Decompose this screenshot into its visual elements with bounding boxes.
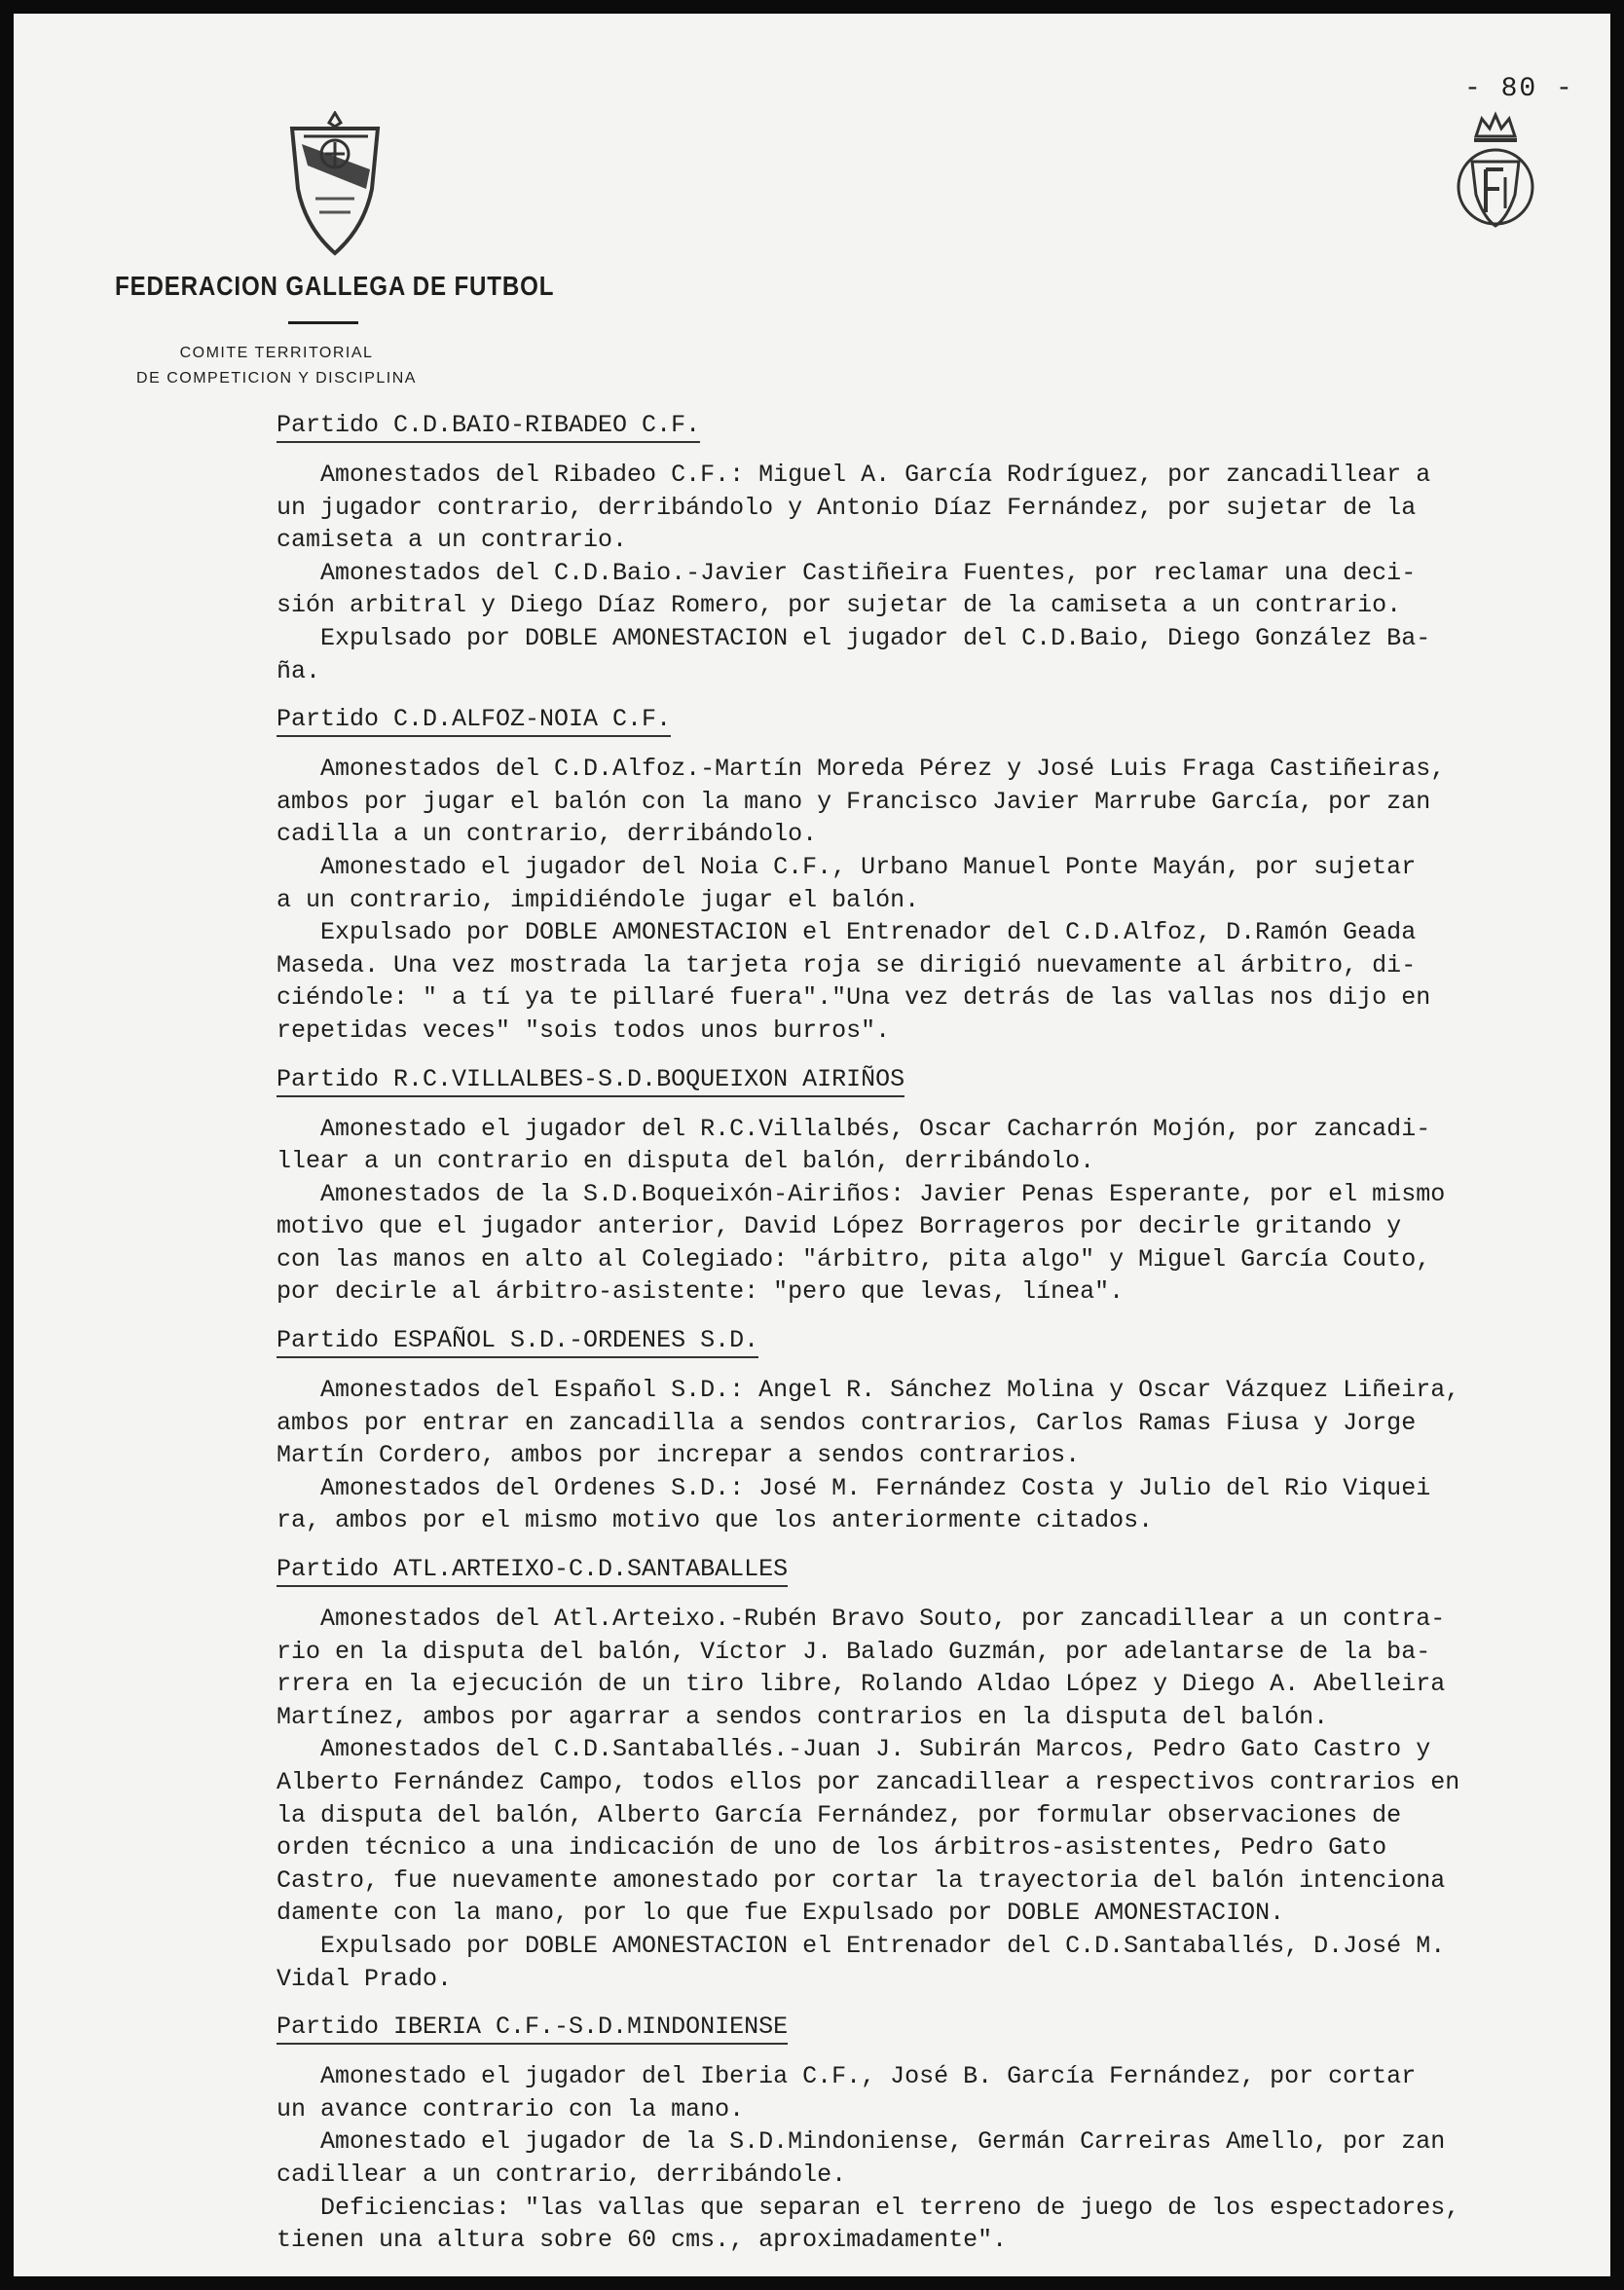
report-line: Amonestado el jugador del R.C.Villalbés, Oscar Cacharrón Mojón, por zancadi- [277,1114,1431,1143]
report-line: tienen una altura sobre 60 cms., aproximadamente". [277,2226,1008,2255]
header-divider [288,321,358,324]
report-line: Amonestados del C.D.Alfoz.-Martín Moreda Pérez y José Luis Fraga Castiñeiras, [277,755,1446,784]
match-heading: Partido ESPAÑOL S.D.-ORDENES S.D. [277,1326,758,1358]
match-report [277,2060,1610,2257]
report-line: por decirle al árbitro-asistente: "pero que levas, línea". [277,1277,1125,1307]
report-line: Amonestados de la S.D.Boqueixón-Airiños: Javier Penas Esperante, por el mismo [277,1179,1446,1208]
report-line: un avance contrario con la mano. [277,2094,745,2124]
report-line: Vidal Prado. [277,1964,453,1993]
report-line: un jugador contrario, derribándolo y Antonio Díaz Fernández, por sujetar de la [277,493,1417,522]
report-line: ciéndole: " a tí ya te pillaré fuera"."Una vez detrás de las vallas nos dijo en [277,983,1431,1013]
committee-line-2: DE COMPETICION Y DISCIPLINA [136,370,417,387]
report-line: repetidas veces" "sois todos unos burros". [277,1016,891,1045]
report-line: orden técnico a una indicación de uno de los árbitros-asistentes, Pedro Gato [277,1833,1387,1863]
report-line: Martín Cordero, ambos por increpar a sendos contrarios. [277,1441,1081,1470]
committee-line-1: COMITE TERRITORIAL [179,345,374,361]
report-line: Expulsado por DOBLE AMONESTACION el Entrenador del C.D.Alfoz, D.Ramón Geada [277,918,1417,947]
report-line: rrera en la ejecución de un tiro libre, Rolando Aldao López y Diego A. Abelleira [277,1670,1446,1699]
report-line: Amonestados del C.D.Santaballés.-Juan J. Subirán Marcos, Pedro Gato Castro y [277,1735,1431,1764]
report-line: Amonestado el jugador de la S.D.Mindoniense, Germán Carreiras Amello, por zan [277,2127,1446,2157]
report-line: Expulsado por DOBLE AMONESTACION el jugador del C.D.Baio, Diego González Ba- [277,623,1431,652]
report-line: Maseda. Una vez mostrada la tarjeta roja se dirigió nuevamente al árbitro, di- [277,950,1417,979]
report-line: cadillear a un contrario, derribándole. [277,2160,847,2189]
federation-name: FEDERACION GALLEGA DE FUTBOL [115,271,555,301]
document-page [14,14,1610,2276]
match-report [277,1374,1610,1537]
match-report [277,1603,1610,1995]
report-line: damente con la mano, por lo que fue Expulsado por DOBLE AMONESTACION. [277,1899,1285,1928]
report-line: Amonestados del Español S.D.: Angel R. Sánchez Molina y Oscar Vázquez Liñeira, [277,1376,1460,1405]
report-line: ambos por jugar el balón con la mano y Francisco Javier Marrube García, por zan [277,787,1431,816]
match-heading: Partido ATL.ARTEIXO-C.D.SANTABALLES [277,1555,788,1587]
match-report [277,1113,1610,1310]
report-line: llear a un contrario en disputa del balón, derribándolo. [277,1147,1095,1176]
report-line: Amonestado el jugador del Iberia C.F., José B. García Fernández, por cortar [277,2062,1417,2091]
match-heading: Partido C.D.BAIO-RIBADEO C.F. [277,411,700,443]
report-body [277,411,1610,2257]
report-line: rio en la disputa del balón, Víctor J. Balado Guzmán, por adelantarse de la ba- [277,1637,1431,1666]
rfef-crest-icon [1449,111,1542,238]
report-line: Martínez, ambos por agarrar a sendos contrarios en la disputa del balón. [277,1702,1329,1731]
report-line: la disputa del balón, Alberto García Fernández, por formular observaciones de [277,1800,1402,1829]
report-line: ña. [277,656,321,685]
report-line: Amonestados del Ordenes S.D.: José M. Fernández Costa y Julio del Rio Viquei [277,1473,1431,1502]
report-line: ambos por entrar en zancadilla a sendos contrarios, Carlos Ramas Fiusa y Jorge [277,1408,1417,1437]
report-line: ra, ambos por el mismo motivo que los anteriormente citados. [277,1506,1154,1535]
report-line: a un contrario, impidiéndole jugar el balón. [277,885,920,914]
page-number: - 80 - [1464,74,1574,104]
committee-name [136,341,417,391]
report-line: con las manos en alto al Colegiado: "árbitro, pita algo" y Miguel García Couto, [277,1244,1431,1274]
report-line: Amonestados del Ribadeo C.F.: Miguel A. García Rodríguez, por zancadillear a [277,461,1431,489]
report-line: Amonestados del Atl.Arteixo.-Rubén Bravo Souto, por zancadillear a un contra- [277,1605,1446,1634]
report-line: Alberto Fernández Campo, todos ellos por zancadillear a respectivos contrarios en [277,1768,1460,1796]
report-line: Amonestados del C.D.Baio.-Javier Castiñeira Fuentes, por reclamar una deci- [277,558,1417,587]
report-line: Amonestado el jugador del Noia C.F., Urbano Manuel Ponte Mayán, por sujetar [277,852,1417,881]
report-line: motivo que el jugador anterior, David López Borrageros por decirle gritando y [277,1212,1402,1241]
match-report [277,459,1610,687]
report-line: Deficiencias: "las vallas que separan el terreno de juego de los espectadores, [277,2193,1460,2222]
report-line: Expulsado por DOBLE AMONESTACION el Entrenador del C.D.Santaballés, D.José M. [277,1931,1446,1960]
match-heading: Partido C.D.ALFOZ-NOIA C.F. [277,705,671,737]
match-report [277,753,1610,1047]
match-heading: Partido IBERIA C.F.-S.D.MINDONIENSE [277,2013,788,2045]
report-line: cadilla a un contrario, derribándolo. [277,820,818,849]
report-line: sión arbitral y Diego Díaz Romero, por sujetar de la camiseta a un contrario. [277,591,1402,620]
federation-shield-icon [286,111,384,257]
report-line: camiseta a un contrario. [277,526,628,555]
report-line: Castro, fue nuevamente amonestado por cortar la trayectoria del balón intenciona [277,1865,1446,1895]
match-heading: Partido R.C.VILLALBES-S.D.BOQUEIXON AIRIÑOS [277,1065,904,1097]
